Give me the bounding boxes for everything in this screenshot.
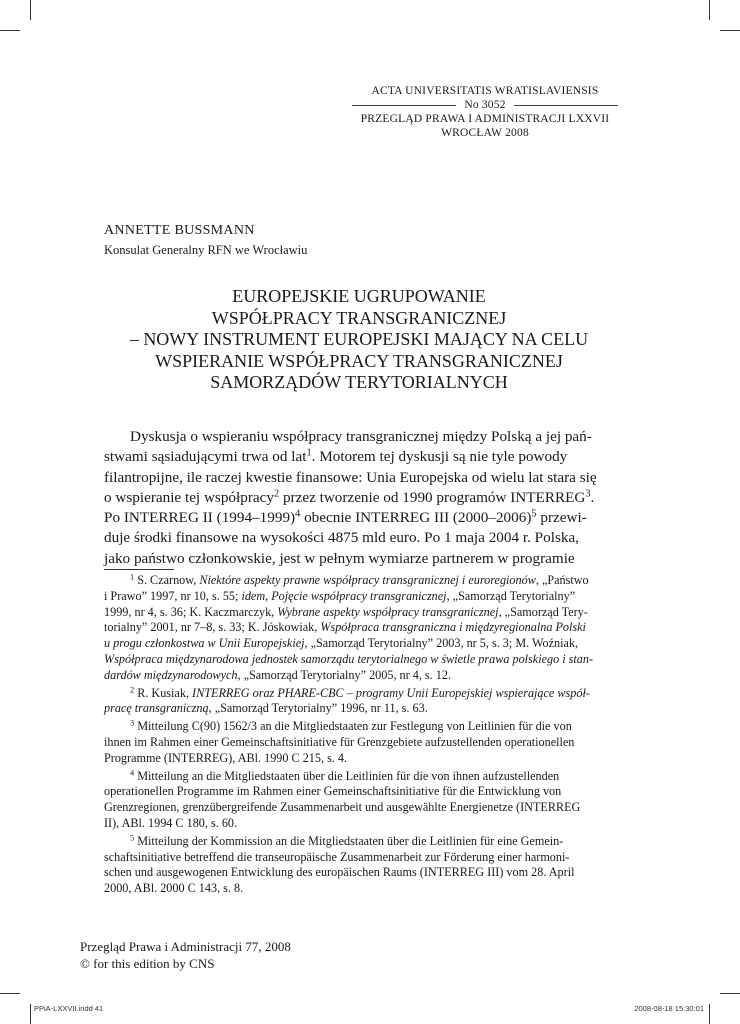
title-line: SAMORZĄDÓW TERYTORIALNYCH	[210, 372, 508, 392]
crop-mark	[0, 30, 20, 31]
body-line: o wspieranie tej współpracy$^2$ przez tworzenie od 1990 programów INTERREG$^3$.	[104, 488, 595, 506]
article-title	[104, 286, 614, 394]
footnotes	[104, 573, 614, 899]
journal-number: No 3052	[464, 99, 506, 111]
print-slug-timestamp: 2008-08-18 15:30:01	[634, 1004, 704, 1013]
footnote-number: 1	[130, 572, 135, 582]
footnote-number: 2	[130, 685, 135, 695]
divider	[352, 105, 456, 106]
footnote-number: 4	[130, 768, 135, 777]
title-line: WSPÓŁPRACY TRANSGRANICZNEJ	[211, 307, 507, 328]
body-line: filantropijne, ile raczej kwestie finansowe: Unia Europejska od wielu lat stara się	[104, 468, 597, 486]
body-line: stwami sąsiadującymi trwa od lat$^1$. Motorem tej dyskusji są nie tyle powody	[104, 447, 568, 466]
copyright-line: © for this edition by CNS	[80, 956, 215, 971]
crop-mark	[709, 0, 710, 20]
author-affiliation: Konsulat Generalny RFN we Wrocławiu	[104, 243, 308, 257]
footnote-number: 3	[130, 718, 135, 728]
footnote-5: $^5$ Mitteilung der Kommission an die Mitgliedstaaten über die Leitlinien für eine Gemein- schaftsinitiative betreffend die transeuropäische Zusammenarbeit zur Förderung einer harmoni- schen und ausgewogenen Entwicklung des europäischen Raums (INTERREG III) vom 28. April 2000, ABl. 2000 C 143, s. 8.	[104, 833, 575, 896]
footnote-2: $^2$ R. Kusiak, INTERREG oraz PHARE-CBC – programy Unii Europejskiej wspierające współ- pracę transgraniczną, „Samorząd Terytorialny” 1996, nr 11, s. 63.	[104, 685, 590, 716]
footnote-ref[interactable]: 3	[585, 488, 591, 500]
crop-mark	[30, 1004, 31, 1024]
print-slug-file: PPiA-LXXVII.indd 41	[34, 1004, 104, 1013]
crop-mark	[0, 993, 20, 994]
body-line: Po INTERREG II (1994–1999)$^4$ obecnie INTERREG III (2000–2006)$^5$ przewi-	[104, 508, 587, 527]
footnote-4: $^4$ Mitteilung an die Mitgliedstaaten über die Leitlinien für die von ihnen aufzustellenden operationellen Programme im Rahmen einer Gemeinschaftsinitiative für die Entwicklung von Grenzregionen, grenzübergreifende Zusammenarbeit und ausgewählte Energienetze (INTERREG II), ABl. 1994 C 180, s. 60.	[104, 768, 581, 830]
journal-series: ACTA UNIVERSITATIS WRATISLAVIENSIS	[371, 85, 599, 97]
title-line: WSPIERANIE WSPÓŁPRACY TRANSGRANICZNEJ	[155, 350, 563, 371]
body-line: Dyskusja o wspieraniu współpracy transgranicznej między Polską a jej pań-	[130, 428, 592, 445]
publisher-line: Przegląd Prawa i Administracji 77, 2008	[80, 939, 291, 954]
journal-number-row	[352, 98, 618, 112]
crop-mark	[720, 993, 740, 994]
journal-header	[352, 84, 618, 140]
divider	[514, 105, 618, 106]
title-line: – NOWY INSTRUMENT EUROPEJSKI MAJĄCY NA CELU	[129, 329, 589, 349]
body-paragraph	[104, 427, 614, 569]
crop-mark	[30, 0, 31, 20]
footnote-ref[interactable]: 5	[531, 508, 537, 520]
journal-place-year: WROCŁAW 2008	[441, 127, 529, 139]
crop-mark	[720, 30, 740, 31]
footnote-1: $^1$ S. Czarnow, Niektóre aspekty prawne współpracy transgranicznej i euroregionów, „Państwo i Prawo” 1997, nr 10, s. 55; idem, Pojęcie współpracy transgranicznej, „Samorząd Terytorialny” 1999, nr 4, s. 36; K. Kaczmarczyk, Wybrane aspekty współpracy transgranicznej, „Samorząd Tery- torialny” 2001, nr 7–8, s. 33; K. Jóskowiak, Współpraca transgraniczna i międzyregionalna Polski u progu członkostwa w Unii Europejskiej, „Samorząd Terytorialny” 2003, nr 5, s. 3; M. Woźniak, Współpraca międzynarodowa jednostek samorządu terytorialnego w świetle prawa polskiego i stan- dardów międzynarodowych, „Samorząd Terytorialny” 2005, nr 4, s. 12.	[104, 572, 594, 682]
footnote-ref[interactable]: 4	[295, 508, 301, 520]
footnote-number: 5	[130, 833, 135, 843]
title-line: EUROPEJSKIE UGRUPOWANIE	[232, 286, 486, 306]
crop-mark	[709, 1004, 710, 1024]
publisher-info	[80, 938, 291, 972]
footnote-ref[interactable]: 1	[306, 447, 312, 459]
footnote-3: $^3$ Mitteilung C(90) 1562/3 an die Mitgliedstaaten zur Festlegung von Leitlinien für die von ihnen im Rahmen einer Gemeinschaftsinitiative für Grenzgebiete aufzustellenden operationellen Programme (INTERREG), ABl. 1990 C 215, s. 4.	[104, 718, 575, 765]
footnote-ref[interactable]: 2	[273, 488, 280, 500]
journal-volume: PRZEGLĄD PRAWA I ADMINISTRACJI LXXVII	[360, 113, 610, 125]
body-line: jako państwo członkowskie, jest w pełnym wymiarze partnerem w programie	[104, 549, 575, 567]
footnote-divider	[104, 569, 174, 570]
body-line: duje środki finansowe na wysokości 4875 mld euro. Po 1 maja 2004 r. Polska,	[104, 529, 579, 547]
author-name: ANNETTE BUSSMANN	[104, 223, 255, 238]
